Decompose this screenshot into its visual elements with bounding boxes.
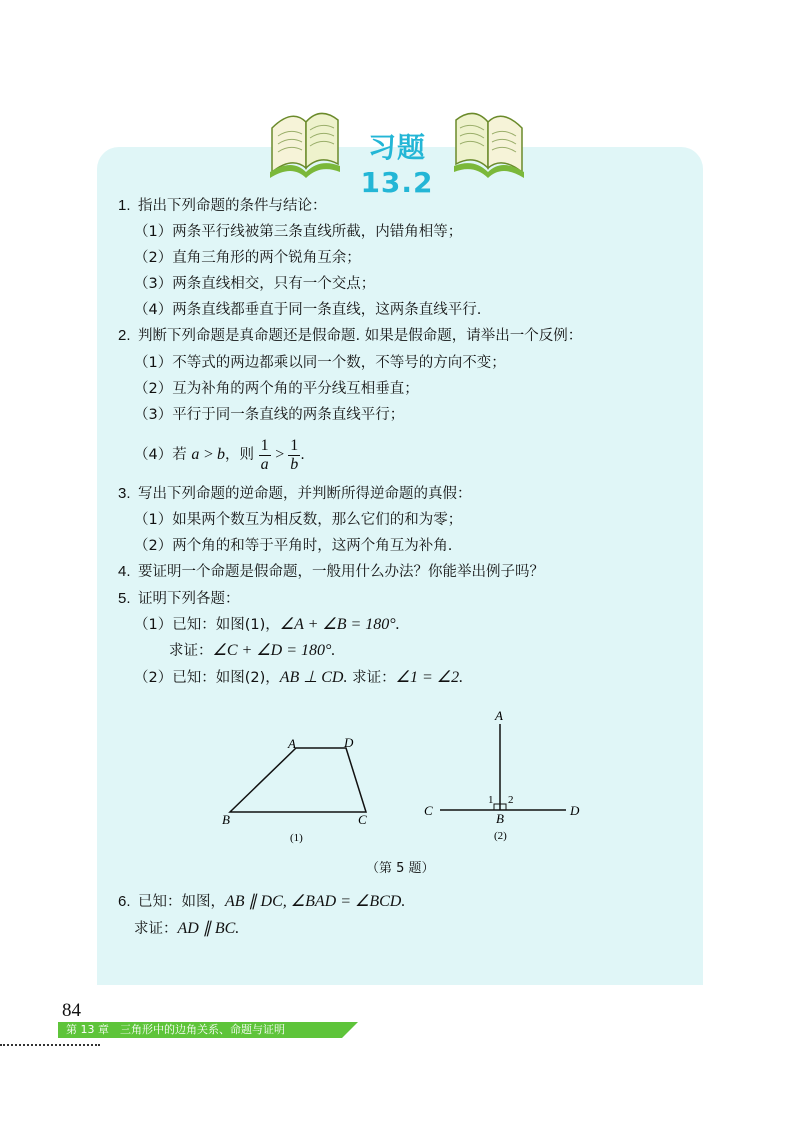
problem-2-item-2: （2）互为补角的两个角的平分线互相垂直； bbox=[134, 381, 419, 397]
known-math: AB ⊥ CD. bbox=[279, 669, 348, 686]
known-math: ∠A + ∠B = 180°. bbox=[279, 616, 400, 633]
problem-5-item-2 bbox=[134, 668, 463, 688]
fig1-label-c: C bbox=[358, 812, 367, 827]
fig1-label-b: B bbox=[222, 812, 230, 827]
problem-4-text: 要证明一个命题是假命题，一般用什么办法？你能举出例子吗？ bbox=[138, 564, 544, 580]
fig2-caption: (2) bbox=[494, 830, 507, 842]
problem-1-item-1: （1）两条平行线被第三条直线所截，内错角相等； bbox=[134, 224, 463, 240]
problem-6-known bbox=[138, 892, 405, 912]
known-label: 已知：如图， bbox=[138, 894, 225, 910]
problem-2-item-3: （3）平行于同一条直线的两条直线平行； bbox=[134, 407, 405, 423]
problem-2-item-4 bbox=[134, 436, 305, 474]
problem-number: 2. bbox=[118, 327, 131, 344]
trapezoid-abcd bbox=[230, 748, 366, 812]
var-a: a bbox=[191, 446, 200, 463]
prove-label: 求证： bbox=[134, 921, 178, 937]
figures bbox=[210, 700, 610, 850]
fraction-1-over-a bbox=[259, 437, 271, 474]
fig2-label-b: B bbox=[496, 811, 504, 826]
fig2-label-d: D bbox=[570, 803, 580, 818]
problem-number: 3. bbox=[118, 485, 131, 502]
figure-1 bbox=[222, 735, 367, 844]
fraction-numerator: 1 bbox=[290, 436, 299, 454]
fig2-angle-1: 1 bbox=[488, 794, 494, 806]
fig2-label-a: A bbox=[495, 708, 503, 723]
problem-1-item-2: （2）直角三角形的两个锐角互余； bbox=[134, 250, 361, 266]
open-book-icon bbox=[262, 98, 342, 182]
problem-5-text: 证明下列各题： bbox=[138, 591, 240, 607]
problem-2-item-1: （1）不等式的两边都乘以同一个数，不等号的方向不变； bbox=[134, 355, 506, 371]
var-b: b bbox=[216, 446, 225, 463]
prove-label: 求证： bbox=[169, 643, 213, 659]
dotted-divider bbox=[0, 1044, 100, 1046]
greater-than: > bbox=[203, 446, 217, 463]
then-word: ，则 bbox=[224, 447, 254, 463]
problem-1-item-4: （4）两条直线都垂直于同一条直线，这两条直线平行. bbox=[134, 302, 482, 318]
problem-1-text: 指出下列命题的条件与结论： bbox=[138, 198, 327, 214]
problem-3-item-1: （1）如果两个数互为相反数，那么它们的和为零； bbox=[134, 512, 463, 528]
problem-number: 5. bbox=[118, 590, 131, 607]
problem-number: 4. bbox=[118, 563, 131, 580]
exercise-title: 习题 13.2 bbox=[360, 131, 434, 199]
problem-1-item-3: （3）两条直线相交，只有一个交点； bbox=[134, 276, 376, 292]
figure-caption: （第 5 题） bbox=[366, 861, 435, 876]
greater-than: > bbox=[275, 446, 289, 463]
item-4-prefix: （4）若 bbox=[134, 447, 187, 463]
page-number: 84 bbox=[62, 1000, 81, 1021]
exercise-header bbox=[262, 98, 532, 199]
prove-math: ∠C + ∠D = 180°. bbox=[212, 642, 336, 659]
problem-5-item-1-known bbox=[134, 615, 400, 635]
fig2-angle-2: 2 bbox=[508, 794, 514, 806]
open-book-icon bbox=[452, 98, 532, 182]
problem-3-item-2: （2）两个角的和等于平角时，这两个角互为补角. bbox=[134, 538, 453, 554]
fraction-denominator: b bbox=[290, 455, 299, 473]
figure-2 bbox=[424, 708, 580, 842]
problem-6-prove bbox=[134, 919, 239, 939]
prove-math: ∠1 = ∠2. bbox=[395, 669, 464, 686]
fig2-label-c: C bbox=[424, 803, 433, 818]
fig1-label-a: A bbox=[288, 736, 296, 751]
problem-2-text: 判断下列命题是真命题还是假命题. 如果是假命题，请举出一个反例： bbox=[138, 328, 583, 344]
problem-3-text: 写出下列命题的逆命题，并判断所得逆命题的真假： bbox=[138, 486, 472, 502]
chapter-title: 第 13 章 三角形中的边角关系、命题与证明 bbox=[66, 1023, 285, 1036]
fraction-numerator: 1 bbox=[260, 436, 269, 454]
fig1-label-d: D bbox=[344, 735, 354, 750]
problem-number: 1. bbox=[118, 197, 131, 214]
prove-label: 求证： bbox=[347, 670, 396, 686]
fraction-denominator: a bbox=[260, 455, 269, 473]
problem-number: 6. bbox=[118, 893, 131, 910]
known-label: （1）已知：如图(1)， bbox=[134, 617, 280, 633]
fig1-caption: (1) bbox=[290, 832, 303, 844]
known-math: AB ∥ DC, ∠BAD = ∠BCD. bbox=[225, 893, 406, 910]
problem-5-item-1-prove bbox=[169, 641, 335, 661]
prove-math: AD ∥ BC. bbox=[177, 920, 240, 937]
fraction-1-over-b bbox=[288, 437, 300, 474]
period: . bbox=[300, 447, 305, 463]
known-label: （2）已知：如图(2)， bbox=[134, 670, 280, 686]
